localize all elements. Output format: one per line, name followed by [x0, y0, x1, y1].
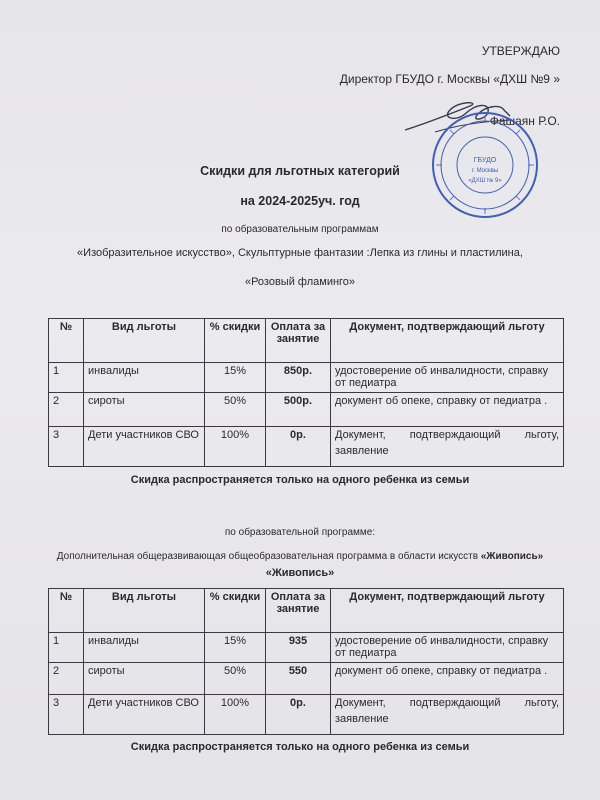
header-kind: Вид льготы	[84, 589, 205, 633]
header-pay: Оплата за занятие	[266, 319, 331, 363]
cell-num: 1	[49, 633, 84, 663]
table-row	[49, 393, 564, 427]
section2-intro: по образовательной программе:	[224, 527, 376, 538]
table-row	[49, 363, 564, 393]
cell-pct: 50%	[205, 663, 266, 695]
table-header-row	[49, 319, 564, 363]
section2-program-bold: «Живопись»	[480, 551, 544, 562]
header-num: №	[49, 319, 84, 363]
cell-num: 1	[49, 363, 84, 393]
cell-doc	[331, 695, 564, 735]
cell-doc: удостоверение об инвалидности, справку от педиатра	[331, 363, 564, 393]
svg-text:«ДХШ № 9»: «ДХШ № 9»	[468, 178, 502, 184]
cell-pay: 550	[266, 663, 331, 695]
approval-heading: УТВЕРЖДАЮ	[481, 44, 560, 58]
cell-pay: 935	[266, 633, 331, 663]
cell-pct: 50%	[205, 393, 266, 427]
table-row	[49, 633, 564, 663]
section1-programs-line2: «Розовый фламинго»	[244, 276, 356, 288]
cell-doc: документ об опеке, справку от педиатра .	[331, 663, 564, 695]
cell-pay: 500р.	[266, 393, 331, 427]
svg-text:г. Москвы: г. Москвы	[471, 168, 499, 174]
section2-program-text: Дополнительная общеразвивающая общеобразовательная программа в области искусств	[56, 551, 481, 562]
cell-kind: сироты	[84, 393, 205, 427]
header-kind: Вид льготы	[84, 319, 205, 363]
document-title: Скидки для льготных категорий	[200, 164, 400, 178]
header-pct: % скидки	[205, 589, 266, 633]
cell-doc	[331, 427, 564, 467]
approval-name: Фашаян Р.О.	[489, 114, 560, 128]
section1-intro: по образовательным программам	[221, 224, 379, 235]
cell-pct: 15%	[205, 633, 266, 663]
cell-num: 3	[49, 427, 84, 467]
cell-num: 3	[49, 695, 84, 735]
cell-doc-line1: Документ, подтверждающий льготу,	[335, 697, 559, 709]
cell-kind: сироты	[84, 663, 205, 695]
cell-doc-line2: заявление	[335, 713, 389, 725]
cell-pct: 100%	[205, 427, 266, 467]
cell-kind: Дети участников СВО	[84, 427, 205, 467]
header-pay: Оплата за занятие	[266, 589, 331, 633]
cell-pay: 0р.	[266, 427, 331, 467]
section2-program-line2: «Живопись»	[265, 567, 335, 579]
cell-doc-line2: заявление	[335, 445, 389, 457]
cell-kind: Дети участников СВО	[84, 695, 205, 735]
section1-programs: «Изобразительное искусство», Скульптурные фантазии :Лепка из глины и пластилина,	[77, 247, 523, 259]
cell-kind: инвалиды	[84, 363, 205, 393]
header-num: №	[49, 589, 84, 633]
table-row	[49, 663, 564, 695]
cell-pay: 0р.	[266, 695, 331, 735]
table-row	[49, 427, 564, 467]
section2-program	[0, 551, 600, 562]
cell-kind: инвалиды	[84, 633, 205, 663]
document-year: на 2024-2025уч. год	[240, 194, 360, 208]
cell-num: 2	[49, 663, 84, 695]
cell-doc-line1: Документ, подтверждающий льготу,	[335, 429, 559, 441]
cell-pct: 100%	[205, 695, 266, 735]
section1-note: Скидка распространяется только на одного ребенка из семьи	[130, 474, 470, 486]
header-doc: Документ, подтверждающий льготу	[331, 319, 564, 363]
header-pct: % скидки	[205, 319, 266, 363]
approval-director: Директор ГБУДО г. Москвы «ДХШ №9 »	[339, 72, 560, 86]
section2-note: Скидка распространяется только на одного ребенка из семьи	[130, 741, 470, 753]
header-doc: Документ, подтверждающий льготу	[331, 589, 564, 633]
discount-table-1	[48, 318, 564, 467]
cell-doc: документ об опеке, справку от педиатра .	[331, 393, 564, 427]
table-row	[49, 695, 564, 735]
table-header-row	[49, 589, 564, 633]
cell-num: 2	[49, 393, 84, 427]
cell-pay: 850р.	[266, 363, 331, 393]
svg-text:ГБУДО: ГБУДО	[473, 157, 497, 164]
cell-doc: удостоверение об инвалидности, справку от педиатра	[331, 633, 564, 663]
cell-pct: 15%	[205, 363, 266, 393]
discount-table-2	[48, 588, 564, 735]
